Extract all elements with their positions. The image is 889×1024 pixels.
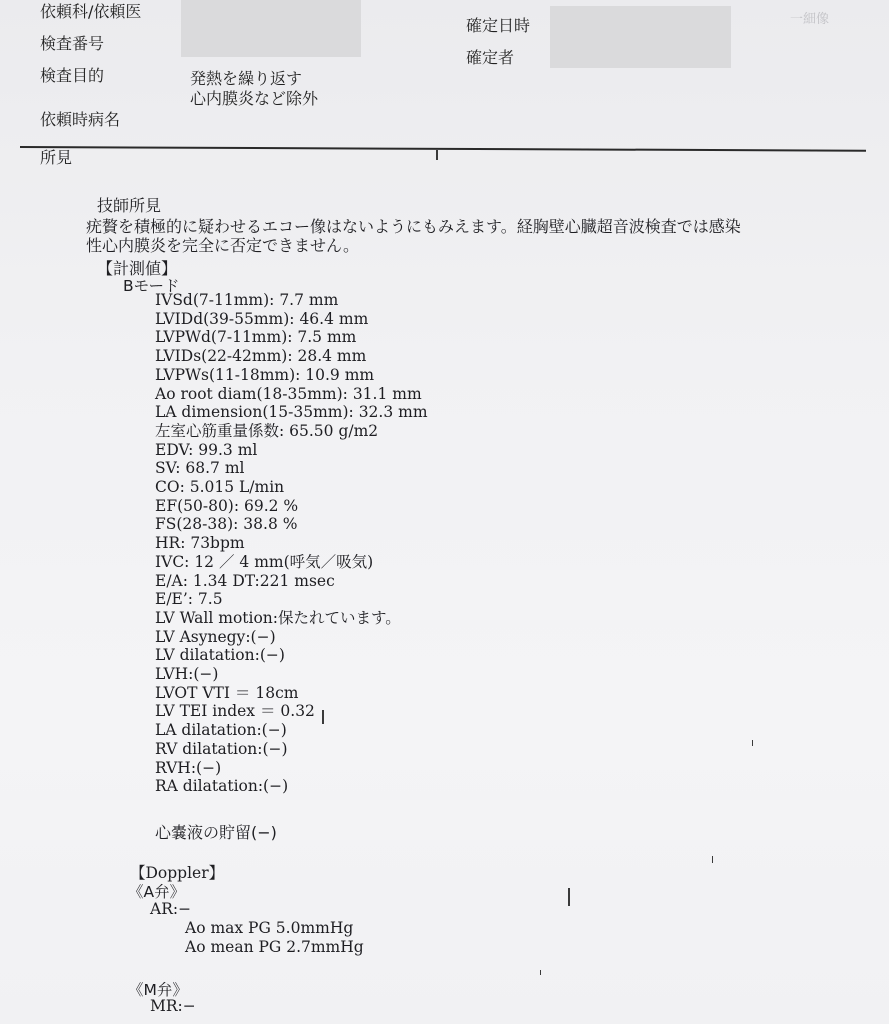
doppler-heading: 【Doppler】 bbox=[130, 864, 225, 882]
print-streak-mark bbox=[568, 888, 570, 906]
measurement-lv-dilatation: LV dilatation:(−) bbox=[155, 646, 285, 665]
measurement-lvpws: LVPWs(11-18mm): 10.9 mm bbox=[155, 365, 375, 384]
measurement-ivc: IVC: 12 ／ 4 mm(呼気／吸気) bbox=[155, 552, 374, 571]
header-divider bbox=[20, 146, 866, 151]
measurement-ef: EF(50-80): 69.2 % bbox=[155, 496, 299, 515]
measurement-lvidd: LVIDd(39-55mm): 46.4 mm bbox=[155, 309, 369, 328]
measurement-lv-asynergy: LV Asynegy:(−) bbox=[155, 627, 276, 646]
measurement-co: CO: 5.015 L/min bbox=[155, 478, 285, 497]
pericardial-effusion: 心嚢液の貯留(−) bbox=[155, 823, 277, 842]
measurement-ivsd: IVSd(7-11mm): 7.7 mm bbox=[155, 291, 339, 309]
print-streak-mark bbox=[540, 970, 541, 975]
aortic-valve-label: 《A弁》 bbox=[128, 883, 186, 901]
print-streak-mark bbox=[712, 856, 713, 863]
measurements-heading: 【計測値】 bbox=[97, 259, 178, 278]
comment-line: 疣贅を積極的に疑わせるエコー像はないようにもみえます。経胸壁心臓超音波検査では感染 bbox=[86, 217, 741, 236]
measurement-lv-tei-index: LV TEI index ＝ 0.32 bbox=[155, 702, 315, 721]
measurement-la-dimension: LA dimension(15-35mm): 32.3 mm bbox=[155, 403, 428, 422]
measurement-hr: HR: 73bpm bbox=[155, 534, 245, 553]
confirmed-datetime-label: 確定日時 bbox=[466, 16, 531, 35]
measurement-e-e-prime: E/E’: 7.5 bbox=[155, 590, 223, 609]
technician-comment bbox=[86, 217, 741, 255]
measurement-edv: EDV: 99.3 ml bbox=[155, 440, 258, 459]
measurement-rvh: RVH:(−) bbox=[155, 758, 222, 777]
faded-corner-text: 一細像 bbox=[790, 12, 830, 27]
measurement-lvpwd: LVPWd(7-11mm): 7.5 mm bbox=[155, 328, 357, 347]
comment-line: 性心内膜炎を完全に否定できません。 bbox=[86, 236, 359, 255]
measurement-e-a: E/A: 1.34 DT:221 msec bbox=[155, 571, 335, 590]
exam-number-label: 検査番号 bbox=[40, 34, 105, 53]
exam-purpose-label: 検査目的 bbox=[40, 66, 105, 85]
measurement-ra-dilatation: RA dilatation:(−) bbox=[155, 777, 289, 796]
mitral-valve-label: 《M弁》 bbox=[128, 981, 188, 999]
measurement-list bbox=[155, 291, 428, 796]
measurement-fs: FS(28-38): 38.8 % bbox=[155, 515, 298, 534]
ao-mean-pg: Ao mean PG 2.7mmHg bbox=[185, 938, 364, 956]
ar-label: AR:− bbox=[150, 900, 192, 918]
exam-purpose-line-2: 心内膜炎など除外 bbox=[190, 89, 319, 108]
measurement-ao-root: Ao root diam(18-35mm): 31.1 mm bbox=[155, 384, 422, 403]
confirmer-label: 確定者 bbox=[466, 48, 515, 67]
requesting-dept-label: 依頼科/依頼医 bbox=[40, 2, 142, 21]
mr-label: MR:− bbox=[150, 997, 196, 1015]
measurement-sv: SV: 68.7 ml bbox=[155, 459, 245, 478]
redacted-requesting-doctor bbox=[181, 0, 361, 57]
findings-label: 所見 bbox=[40, 148, 73, 167]
measurement-lvids: LVIDs(22-42mm): 28.4 mm bbox=[155, 347, 367, 366]
print-streak-mark bbox=[322, 710, 324, 724]
exam-purpose-line-1: 発熱を繰り返す bbox=[190, 69, 303, 88]
technician-findings-heading: 技師所見 bbox=[97, 196, 162, 215]
measurement-lv-mass-index: 左室心筋重量係数: 65.50 g/m2 bbox=[155, 421, 379, 440]
measurement-lvot-vti: LVOT VTI ＝ 18cm bbox=[155, 683, 299, 702]
diagnosis-label: 依頼時病名 bbox=[40, 110, 121, 129]
measurement-rv-dilatation: RV dilatation:(−) bbox=[155, 739, 288, 758]
ao-max-pg: Ao max PG 5.0mmHg bbox=[185, 919, 354, 937]
redacted-confirmation-info bbox=[550, 6, 731, 68]
measurement-lv-wall-motion: LV Wall motion:保たれています。 bbox=[155, 608, 401, 627]
measurement-lvh: LVH:(−) bbox=[155, 665, 219, 684]
measurement-la-dilatation: LA dilatation:(−) bbox=[155, 721, 287, 740]
print-streak-mark bbox=[752, 740, 753, 746]
bmode-label: Bモード bbox=[123, 277, 180, 295]
print-streak-mark bbox=[436, 150, 438, 160]
